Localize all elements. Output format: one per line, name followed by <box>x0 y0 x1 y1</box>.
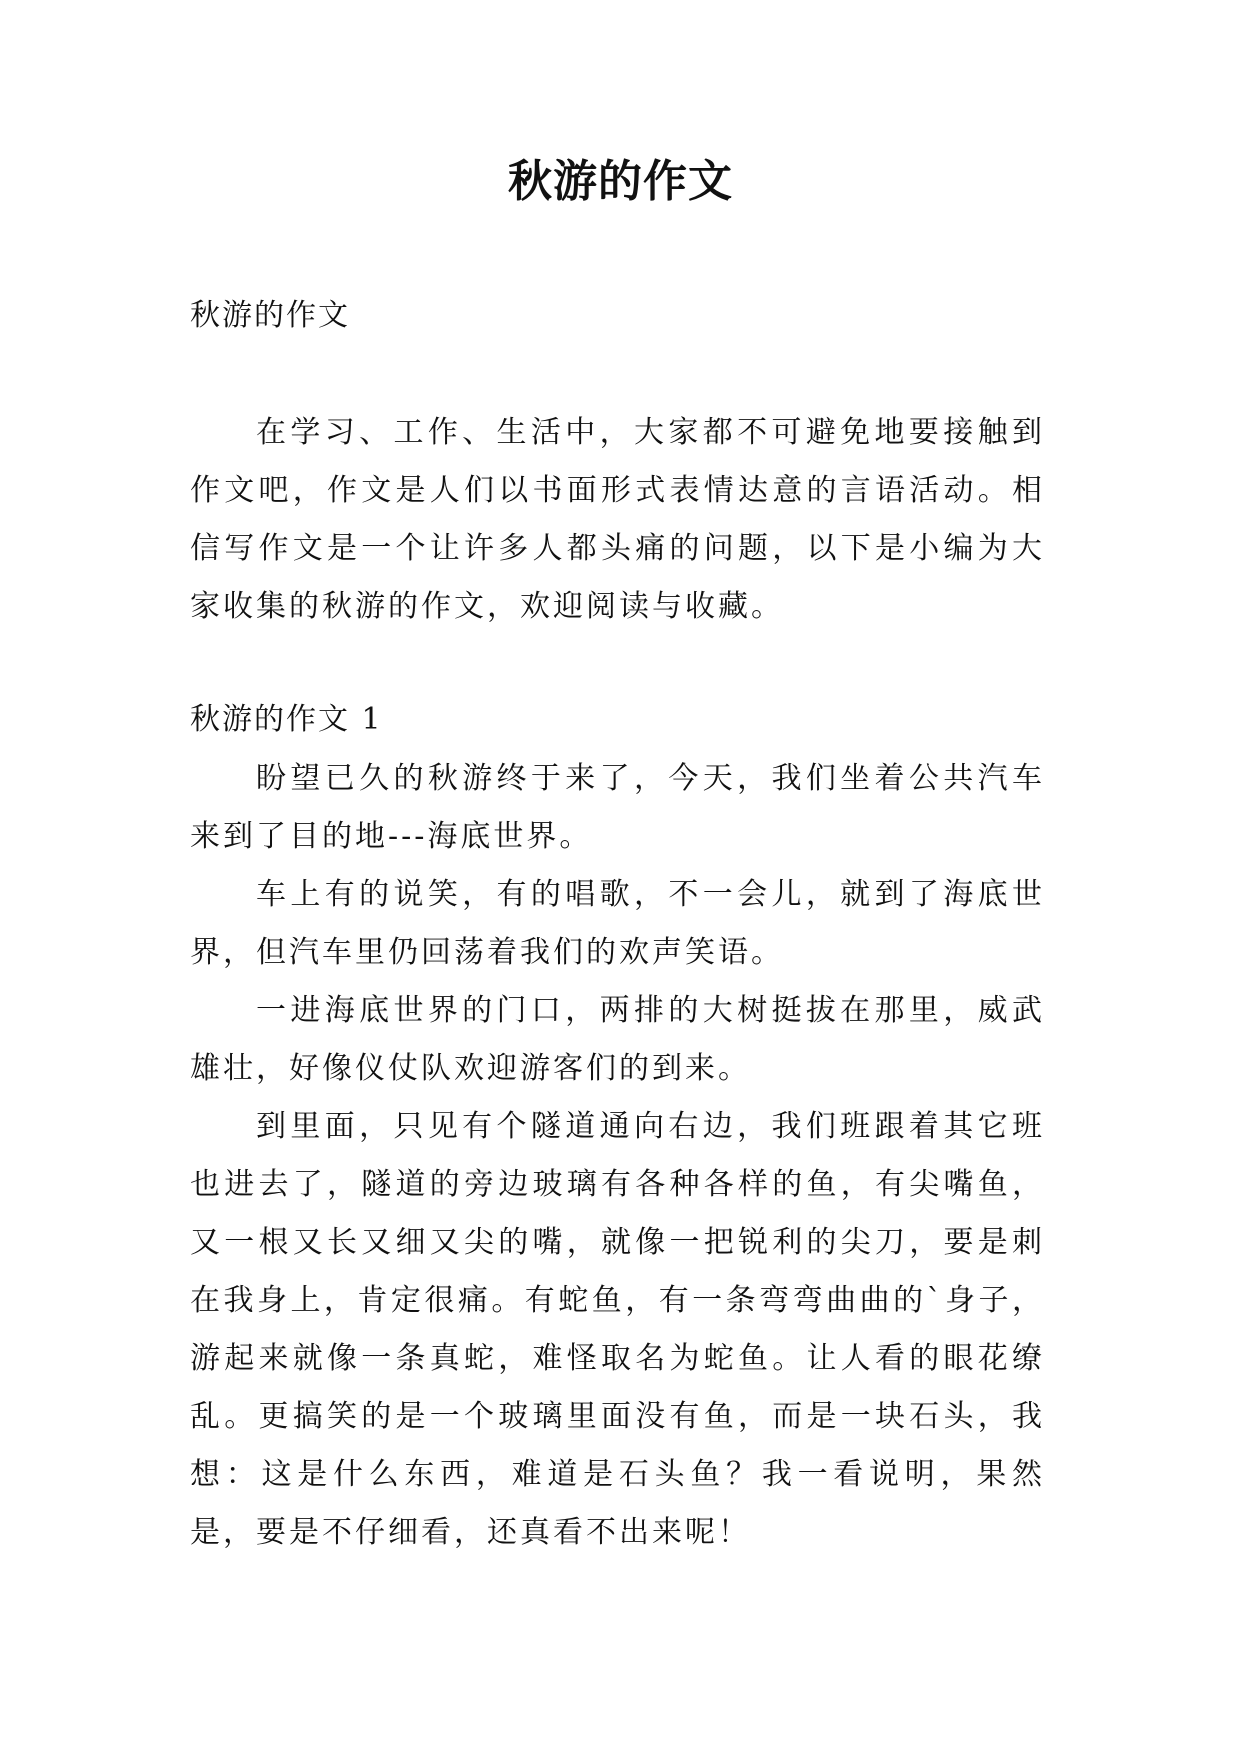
body-paragraph-4: 到里面，只见有个隧道通向右边，我们班跟着其它班也进去了，隧道的旁边玻璃有各种各样的鱼，有尖嘴鱼，又一根又长又细又尖的嘴，就像一把锐利的尖刀，要是刺在我身上，肯定很痛。有蛇鱼，有一条弯弯曲曲的`身子，游起来就像一条真蛇，难怪取名为蛇鱼。让人看的眼花缭乱。更搞笑的是一个玻璃里面没有鱼，而是一块石头，我想：这是什么东西，难道是石头鱼？我一看说明，果然是，要是不仔细看，还真看不出来呢！ <box>190 1109 1045 1550</box>
document-subtitle: 秋游的作文 <box>190 298 350 333</box>
intro-paragraph: 在学习、工作、生活中，大家都不可避免地要接触到作文吧，作文是人们以书面形式表情达意的言语活动。相信写作文是一个让许多人都头痛的问题，以下是小编为大家收集的秋游的作文，欢迎阅读与收藏。 <box>190 415 1045 624</box>
document-title: 秋游的作文 <box>508 156 733 207</box>
body-paragraph-2: 车上有的说笑，有的唱歌，不一会儿，就到了海底世界，但汽车里仍回荡着我们的欢声笑语。 <box>190 877 1045 970</box>
body-paragraph-1: 盼望已久的秋游终于来了，今天，我们坐着公共汽车来到了目的地---海底世界。 <box>190 761 1045 854</box>
section-heading: 秋游的作文 1 <box>190 702 383 737</box>
body-paragraph-3: 一进海底世界的门口，两排的大树挺拔在那里，威武雄壮，好像仪仗队欢迎游客们的到来。 <box>190 993 1045 1086</box>
